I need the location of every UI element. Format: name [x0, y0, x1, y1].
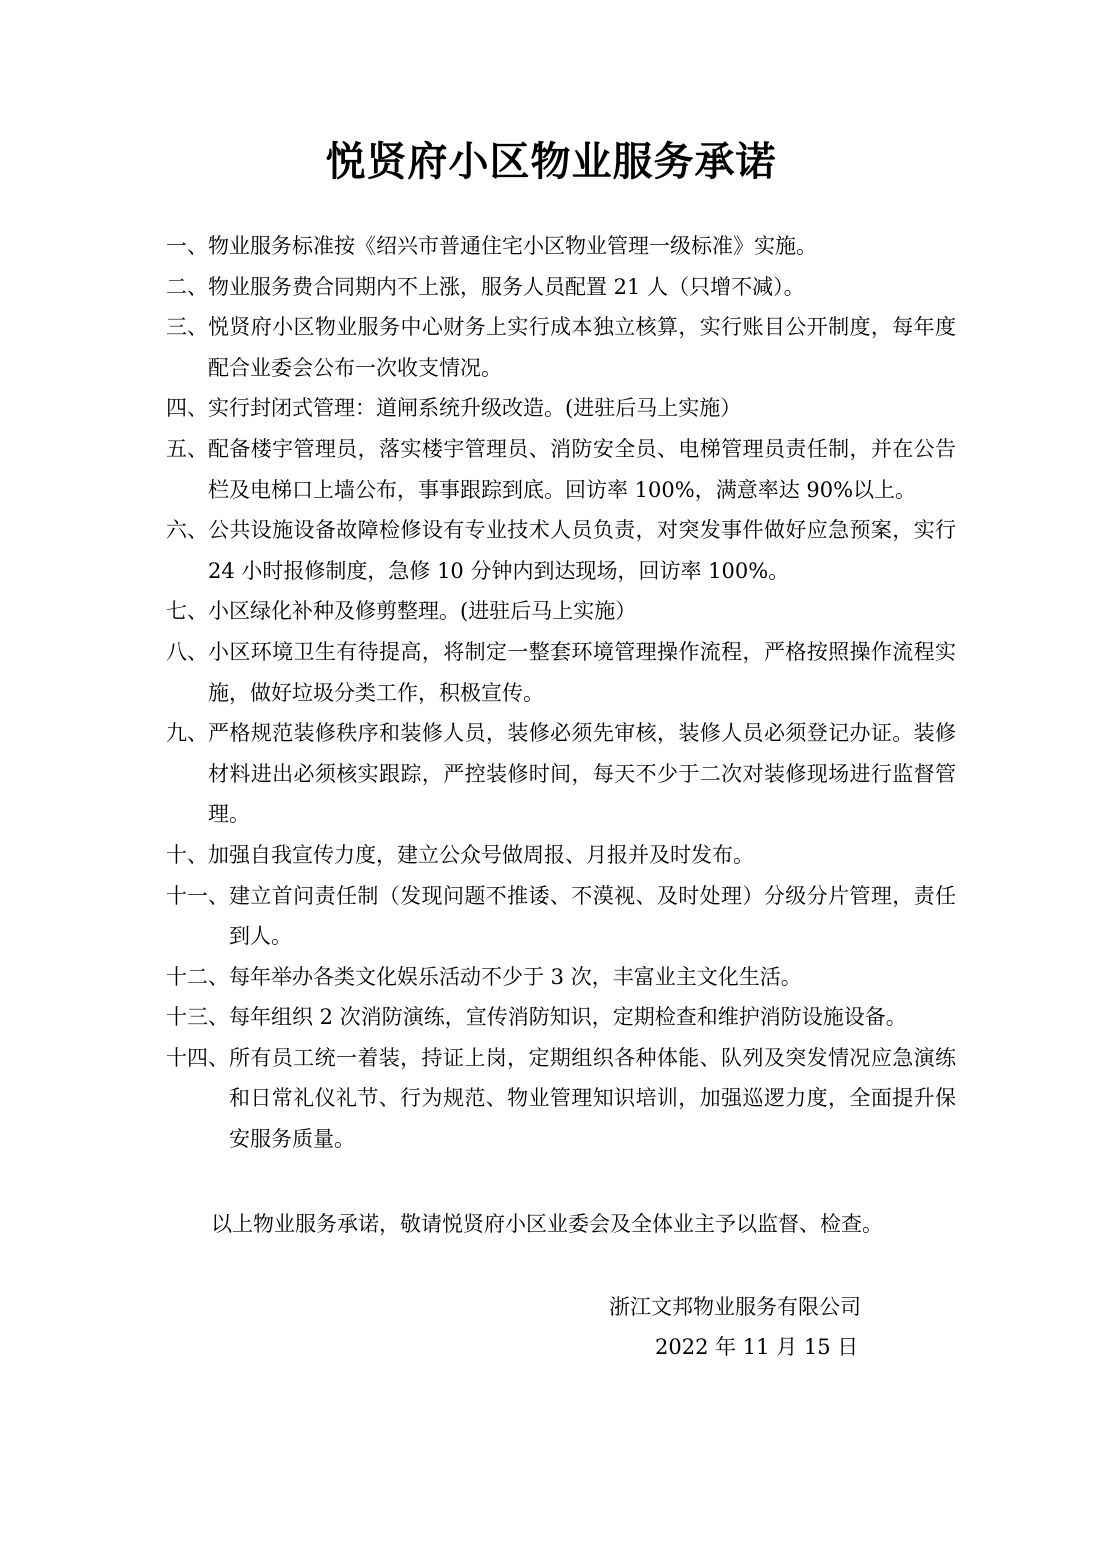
list-item	[166, 1038, 956, 1160]
item-number: 十三、	[166, 1005, 229, 1030]
commitment-list	[166, 226, 956, 1160]
item-text: 小区绿化补种及修剪整理。(进驻后马上实施）	[208, 599, 637, 624]
item-text: 严格规范装修秩序和装修人员，装修必须先审核，装修人员必须登记办证。装修材料进出必须核实跟踪，严控装修时间，每天不少于二次对装修现场进行监督管理。	[208, 721, 956, 827]
item-number: 四、	[166, 396, 208, 421]
item-text: 公共设施设备故障检修设有专业技术人员负责，对突发事件做好应急预案，实行 24 小时报修制度，急修 10 分钟内到达现场，回访率 100%。	[208, 518, 956, 583]
item-number: 十一、	[166, 883, 229, 908]
item-text: 实行封闭式管理：道闸系统升级改造。(进驻后马上实施）	[208, 396, 742, 421]
item-number: 七、	[166, 599, 208, 624]
closing-statement: 以上物业服务承诺，敬请悦贤府小区业委会及全体业主予以监督、检查。	[211, 1212, 883, 1236]
signature-date: 2022 年 11 月 15 日	[655, 1335, 859, 1359]
item-number: 十二、	[166, 964, 229, 989]
list-item	[166, 267, 956, 308]
company-signature: 浙江文邦物业服务有限公司	[609, 1295, 861, 1319]
list-item	[166, 876, 956, 957]
list-item	[166, 307, 956, 388]
item-number: 十四、	[166, 1045, 229, 1070]
list-item	[166, 429, 956, 510]
list-item	[166, 388, 956, 429]
item-text: 物业服务费合同期内不上涨，服务人员配置 21 人（只增不减）。	[208, 274, 805, 299]
item-number: 一、	[166, 234, 208, 258]
item-text: 加强自我宣传力度，建立公众号做周报、月报并及时发布。	[208, 842, 754, 867]
list-item	[166, 957, 956, 998]
item-number: 六、	[166, 518, 208, 543]
item-text: 每年举办各类文化娱乐活动不少于 3 次，丰富业主文化生活。	[229, 964, 802, 989]
list-item	[166, 510, 956, 591]
list-item	[166, 713, 956, 835]
item-number: 九、	[166, 721, 208, 746]
list-item	[166, 226, 956, 267]
item-text: 每年组织 2 次消防演练，宣传消防知识，定期检查和维护消防设施设备。	[229, 1005, 907, 1030]
list-item	[166, 997, 956, 1038]
item-text: 配备楼宇管理员，落实楼宇管理员、消防安全员、电梯管理员责任制，并在公告栏及电梯口上墙公布，事事跟踪到底。回访率 100%，满意率达 90%以上。	[208, 436, 956, 502]
list-item	[166, 632, 956, 713]
item-number: 二、	[166, 274, 208, 299]
item-text: 物业服务标准按《绍兴市普通住宅小区物业管理一级标准》实施。	[208, 234, 817, 258]
item-number: 十、	[166, 842, 208, 867]
item-text: 建立首问责任制（发现问题不推诿、不漠视、及时处理）分级分片管理，责任到人。	[229, 883, 956, 949]
item-number: 八、	[166, 639, 208, 664]
item-number: 五、	[166, 436, 208, 461]
item-text: 悦贤府小区物业服务中心财务上实行成本独立核算，实行账目公开制度，每年度配合业委会公布一次收支情况。	[208, 315, 956, 380]
list-item	[166, 835, 956, 876]
item-text: 小区环境卫生有待提高，将制定一整套环境管理操作流程，严格按照操作流程实施，做好垃圾分类工作，积极宣传。	[208, 639, 956, 705]
list-item	[166, 591, 956, 632]
item-number: 三、	[166, 315, 208, 340]
item-text: 所有员工统一着装，持证上岗，定期组织各种体能、队列及突发情况应急演练和日常礼仪礼节、行为规范、物业管理知识培训，加强巡逻力度，全面提升保安服务质量。	[229, 1045, 956, 1152]
document-title: 悦贤府小区物业服务承诺	[325, 138, 777, 185]
